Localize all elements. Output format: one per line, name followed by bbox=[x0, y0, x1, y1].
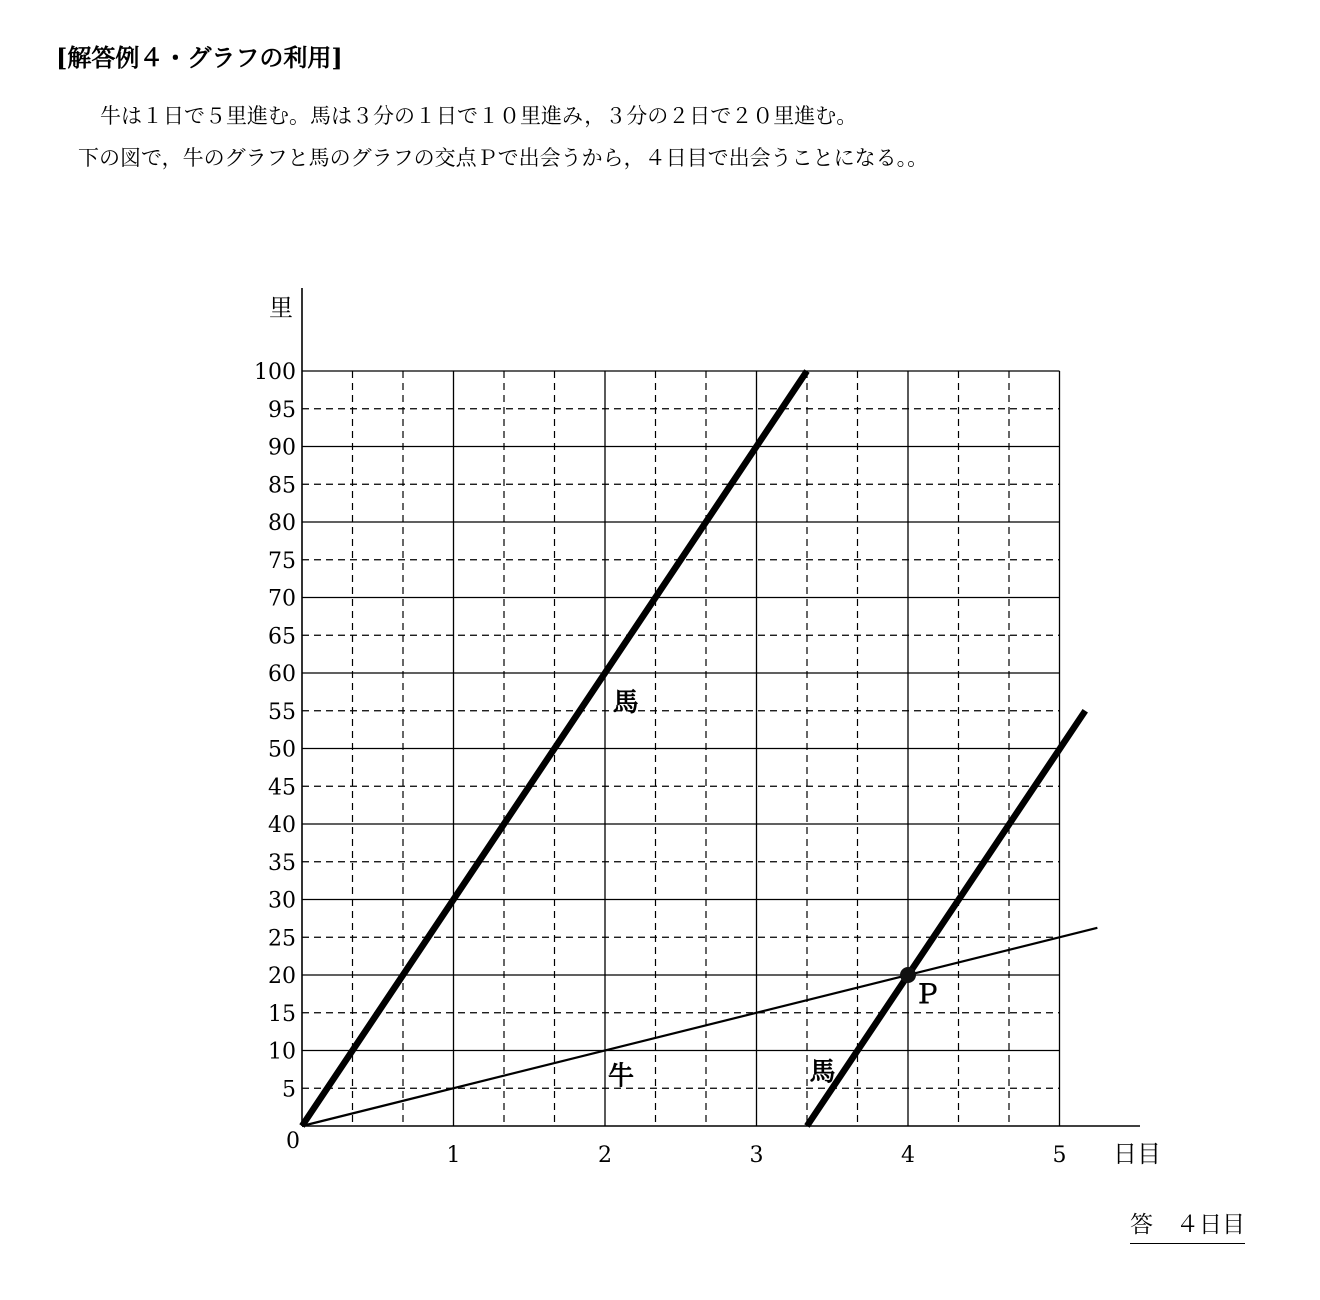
answer: 答 ４日目 bbox=[1130, 1206, 1245, 1244]
y-tick-label: 55 bbox=[268, 699, 296, 725]
y-tick-label: 35 bbox=[268, 850, 296, 876]
ox-line bbox=[302, 928, 1097, 1126]
x-tick-label: 3 bbox=[749, 1143, 764, 1168]
y-tick-label: 90 bbox=[268, 435, 296, 461]
y-tick-label: 25 bbox=[268, 926, 296, 952]
series-label: 牛 bbox=[608, 1061, 635, 1092]
y-tick-label: 20 bbox=[268, 964, 296, 989]
y-tick-label: 80 bbox=[268, 511, 296, 536]
series-label: 馬 bbox=[612, 687, 639, 718]
intersection-label: Ｐ bbox=[914, 980, 941, 1010]
x-tick-label: 5 bbox=[1052, 1143, 1067, 1168]
y-tick-label: 95 bbox=[268, 397, 296, 423]
axes bbox=[302, 288, 1140, 1126]
x-tick-label: 1 bbox=[446, 1143, 461, 1168]
y-tick-label: 85 bbox=[268, 473, 296, 499]
tick-labels bbox=[254, 294, 1161, 1168]
series-label: 馬 bbox=[809, 1057, 836, 1088]
y-tick-label: 100 bbox=[254, 360, 296, 385]
y-tick-label: 15 bbox=[268, 1001, 296, 1027]
y-tick-label: 75 bbox=[268, 548, 296, 574]
y-tick-label: 45 bbox=[268, 775, 296, 801]
explanation-line-2: 下の図で，牛のグラフと馬のグラフの交点Ｐで出会うから，４日目で出会うことになる。。 bbox=[78, 146, 929, 170]
x-tick-label: 4 bbox=[901, 1143, 915, 1168]
y-tick-label: 40 bbox=[268, 813, 296, 838]
horse-line-2 bbox=[807, 711, 1085, 1126]
y-tick-label: 65 bbox=[268, 624, 296, 650]
y-tick-label: 10 bbox=[268, 1039, 296, 1065]
x-axis-label: 日目 bbox=[1113, 1140, 1161, 1168]
section-heading: [解答例４・グラフの利用] bbox=[56, 43, 343, 72]
x-tick-label: 2 bbox=[598, 1143, 612, 1168]
y-tick-label: 30 bbox=[268, 888, 296, 914]
y-axis-label: 里 bbox=[269, 294, 293, 322]
y-tick-label: 0 bbox=[286, 1129, 300, 1154]
y-tick-label: 5 bbox=[282, 1077, 296, 1103]
y-tick-label: 50 bbox=[268, 737, 296, 763]
y-tick-label: 70 bbox=[268, 586, 296, 612]
grid bbox=[302, 371, 1060, 1126]
explanation-line-1: 牛は１日で５里進む。馬は３分の１日で１０里進み，３分の２日で２０里進む。 bbox=[100, 104, 858, 128]
y-tick-label: 60 bbox=[268, 662, 296, 687]
